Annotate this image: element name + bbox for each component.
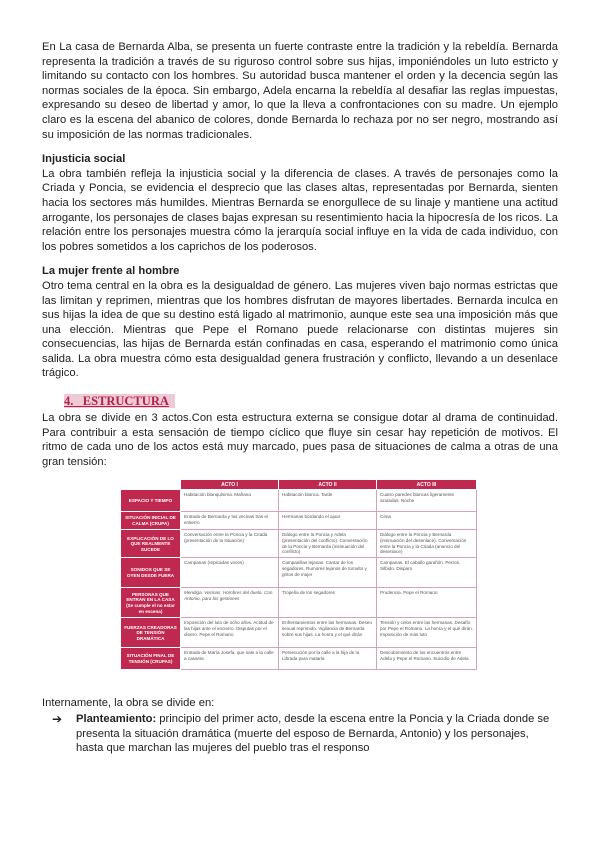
- table-row: [121, 588, 477, 618]
- table-cell: Habitación blanca. Tarde: [279, 490, 377, 512]
- table-header-row: [121, 480, 477, 490]
- table-header: ACTO II: [279, 480, 377, 490]
- table-cell: Cuatro paredes blancas ligeramente azuladas. Noche: [377, 490, 477, 512]
- row-label: SONIDOS QUE SE OYEN DESDE FUERA: [121, 558, 181, 588]
- table-cell: Conversación entre la Poncia y la Criada (presentación de la situación): [181, 530, 279, 558]
- structure-table-wrapper: [120, 479, 476, 670]
- table-cell: Hermanas bordando el ajuar: [279, 512, 377, 530]
- table-cell: Descubrimiento de los encuentros entre Adela y Pepe el Romano. Suicidio de Adela: [377, 648, 477, 670]
- table-cell: Prudencia. Pepe el Romano: [377, 588, 477, 618]
- table-row: [121, 512, 477, 530]
- table-row: [121, 618, 477, 648]
- bullet-body: principio del primer acto, desde la escena entre la Poncia y la Criada donde se presenta la situación dramática (muerte del esposo de Bernarda, Antonio) y los personajes, hasta que marchan las mujeres del pueblo tras el responso: [76, 713, 550, 755]
- table-cell: Enfrentamientos entre las hermanas. Deseo sexual reprimido. Vigilancia de Bernarda sobre sus hijas. La honra y el qué dirán: [279, 618, 377, 648]
- table-cell: Persecución por la calle a la hija de la Librada para matarla: [279, 648, 377, 670]
- table-cell: Diálogo entre la Poncia y Bernarda (insinuación del desenlace). Conversación entre la Poncia y la Criada (anuncio del desenlace): [377, 530, 477, 558]
- table-cell: Mendiga. Vecinas. Hombres del duelo. Con Antonio, para los gestiones: [181, 588, 279, 618]
- table-cell: Cena: [377, 512, 477, 530]
- section-title: [64, 393, 558, 409]
- table-cell: Imposición del luto de ocho años. Actitud de las hijas ante el encierro. Disputas por el dinero. Pepe el Romano: [181, 618, 279, 648]
- section-title-text: ESTRUCTURA: [82, 394, 169, 409]
- table-row: [121, 558, 477, 588]
- table-header: ACTO III: [377, 480, 477, 490]
- table-row: [121, 648, 477, 670]
- row-label: FUERZAS CREADORAS DE TENSIÓN DRAMÁTICA: [121, 618, 181, 648]
- list-item: [52, 712, 558, 756]
- table-cell: Entrada de Bernarda y las vecinas tras el entierro: [181, 512, 279, 530]
- row-label: SITUACIÓN INICIAL DE CALMA (CRUPA): [121, 512, 181, 530]
- intro-paragraph: En La casa de Bernarda Alba, se presenta un fuerte contraste entre la tradición y la rebeldía. Bernarda representa la tradición a través de su riguroso control sobre sus hijas, imponiéndoles un luto estricto y limitando su contacto con los hombres. Su autoridad busca mantener el orden y la decencia según las normas sociales de la época. Sin embargo, Adela encarna la rebeldía al desafiar las reglas impuestas, expresando su deseo de libertad y amor, lo que la lleva a confrontaciones con su madre. Un ejemplo claro es la escena del abanico de colores, donde Bernarda lo rechaza por no ser negro, mostrando así su imposición de las normas tradicionales.: [42, 41, 558, 141]
- table-cell: Campanas. El caballo garañón. Perros. Silbido. Disparo: [377, 558, 477, 588]
- table-cell: Tropelía de los segadores: [279, 588, 377, 618]
- bullet-label: Planteamiento:: [76, 713, 157, 726]
- injusticia-paragraph: La obra también refleja la injusticia social y la diferencia de clases. A través de personajes como la Criada y Poncia, se evidencia el desprecio que las clases altas, representadas por Bernarda, sienten hacia los sectores más humildes. Mientras Bernarda se enorgullece de su linaje y mantiene una actitud arrogante, los personajes de clases bajas expresan su resentimiento hacia la hipocresía de los ricos. La relación entre los personajes muestra cómo la jerarquía social influye en la vida de cada individuo, con los pobres sometidos a los caprichos de los poderosos.: [42, 167, 558, 253]
- arrow-bullet-icon: ➔: [52, 712, 63, 727]
- table-row: [121, 490, 477, 512]
- table-corner: [121, 480, 181, 490]
- mujer-heading: La mujer frente al hombre: [42, 265, 180, 278]
- table-cell: Campanillas lejanas. Cantar de los segadores. Rumores lejanos de tumulto y gritos de mujer: [279, 558, 377, 588]
- row-label: EXPLICACIÓN DE LO QUE REALMENTE SUCEDE: [121, 530, 181, 558]
- estructura-paragraph: La obra se divide en 3 actos.Con esta estructura externa se consigue dotar al drama de continuidad. Para contribuir a esta sensación de tiempo cíclico que fluye sin cesar hay repetición de motivos. El ritmo de cada uno de los actos está muy marcado, pues pasa de situaciones de calma a otras de una gran tensión:: [42, 412, 558, 468]
- internamente-paragraph: Internamente, la obra se divide en:: [42, 697, 215, 710]
- table-cell: Campanas (repicadas voces): [181, 558, 279, 588]
- table-cell: Diálogo entre la Poncia y Adela (presentación del conflicto). Conversación de la Poncia y Bernarda (insinuación del conflicto): [279, 530, 377, 558]
- table-cell: Entrada de María Josefa, que sale a la calle a casarse: [181, 648, 279, 670]
- structure-table: [120, 479, 477, 670]
- injusticia-heading: Injusticia social: [42, 153, 126, 166]
- table-cell: Habitación blanquísima. Mañana: [181, 490, 279, 512]
- mujer-paragraph: Otro tema central en la obra es la desigualdad de género. Las mujeres viven bajo normas estrictas que las limitan y reprimen, mientras que los hombres disfrutan de mayores libertades. Bernarda inculca en sus hijas la idea de que su destino está ligado al matrimonio, aunque este sea una imposición más que una elección. Mientras que Pepe el Romano puede relacionarse con distintas mujeres sin consecuencias, las hijas de Bernarda están confinadas en casa, esperando el matrimonio como única salida. La obra muestra cómo esta desigualdad genera frustración y conflicto, llevando a un desenlace trágico.: [42, 279, 558, 380]
- table-header: ACTO I: [181, 480, 279, 490]
- table-row: [121, 530, 477, 558]
- table-cell: Tensión y celos entre las hermanas. Desafío por Pepe el Romano. La honra y el qué dirán. Imposición de más luto: [377, 618, 477, 648]
- row-label: SITUACIÓN FINAL DE TENSIÓN (CRUPAS): [121, 648, 181, 670]
- document-page: [42, 40, 558, 756]
- section-number: 4.: [64, 394, 74, 409]
- row-label: PERSONAS QUE ENTRAN EN LA CASA (Se cumple el no estar en escena): [121, 588, 181, 618]
- bullet-text: [76, 712, 558, 756]
- row-label: ESPACIO Y TIEMPO: [121, 490, 181, 512]
